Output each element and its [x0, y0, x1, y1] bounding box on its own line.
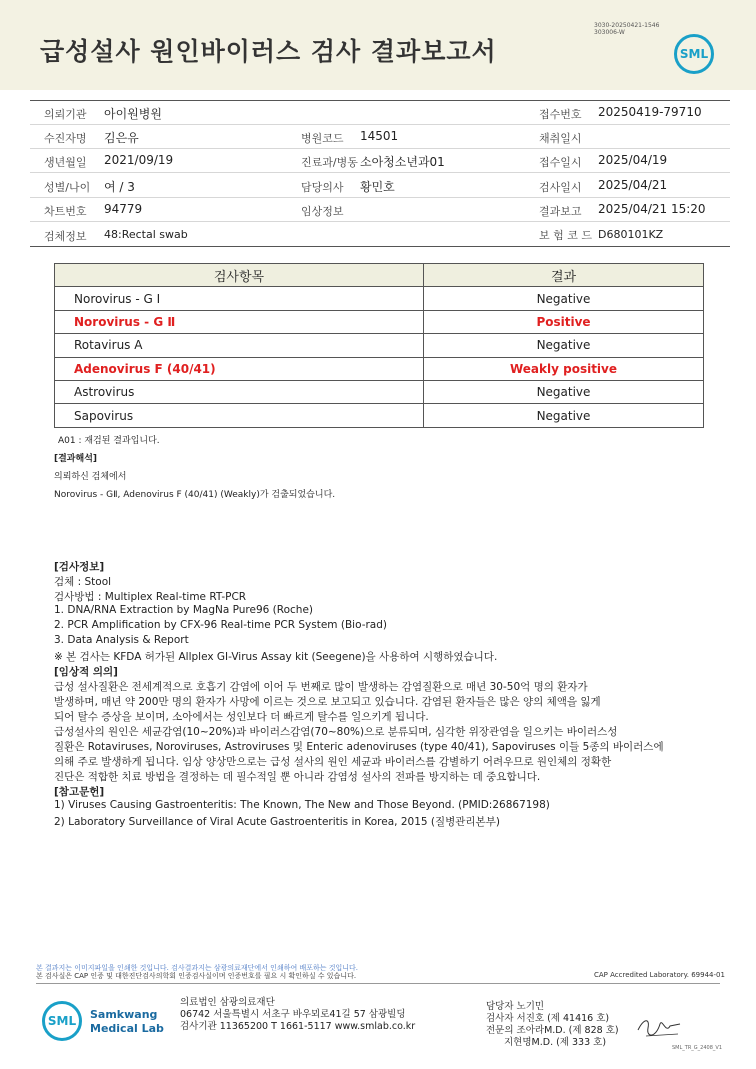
test-result: Negative: [424, 404, 704, 427]
divider: [30, 124, 730, 125]
chart-label: 차트번호: [44, 205, 87, 218]
method-line: 1. DNA/RNA Extraction by MagNa Pure96 (Roche): [54, 604, 314, 616]
lab-name: Samkwang: [90, 1008, 158, 1021]
test-result: Positive: [424, 310, 704, 333]
test-result: Negative: [424, 287, 704, 310]
reference-line: 1) Viruses Causing Gastroenteritis: The Known, The New and Those Beyond. (PMID:26867198): [54, 799, 550, 811]
footer-notice: 본 결과지는 이미지파일을 인쇄한 것입니다. 검사결과지는 삼광의료재단에서 인쇄하여 배포하는 것입니다.: [36, 964, 359, 972]
staff-line: 담당자 노기민: [486, 1001, 545, 1012]
test-item: Astrovirus: [55, 380, 424, 403]
requester-value: 아이원병원: [104, 107, 162, 121]
test-item: Norovirus - G Ⅱ: [55, 310, 424, 333]
insurance-value: D680101KZ: [598, 228, 664, 241]
test-item: Adenovirus F (40/41): [55, 357, 424, 380]
significance-line: 의해 주로 발생하게 됩니다. 임상 양상만으로는 급성 설사의 원인 세균과 바이러스를 감별하기 어려우므로 원인체의 정확한: [54, 756, 612, 768]
received-label: 접수일시: [539, 156, 582, 169]
test-result: Weakly positive: [424, 357, 704, 380]
table-row: [55, 404, 704, 427]
clinical-label: 임상정보: [301, 205, 344, 218]
patient-label: 수진자명: [44, 132, 87, 145]
staff-line: 지현명M.D. (제 333 호): [504, 1037, 607, 1048]
divider: [30, 148, 730, 149]
test-item: Sapovirus: [55, 404, 424, 427]
significance-line: 급성 설사질환은 전세계적으로 호흡기 감염에 이어 두 번째로 많이 발생하는 감염질환으로 매년 30-50억 명의 환자가: [54, 681, 588, 693]
significance-line: 되어 탈수 증상을 보이며, 소아에서는 성인보다 더 빠르게 탈수를 일으키게 됩니다.: [54, 711, 429, 723]
document-title: 급성설사 원인바이러스 검사 결과보고서: [40, 37, 497, 66]
version-code: SML_TR_G_2408_V1: [672, 1045, 723, 1051]
staff-line: 검사자 서진호 (제 41416 호): [486, 1013, 610, 1024]
patient-value: 김은유: [104, 131, 139, 145]
document-code-1: 3030-20250421-1546: [594, 22, 660, 29]
hospital-code-value: 14501: [360, 129, 399, 143]
document-code-2: 303006-W: [594, 29, 625, 36]
method-line: 3. Data Analysis & Report: [54, 634, 189, 646]
significance-line: 질환은 Rotaviruses, Noroviruses, Astroviruses 및 Enteric adenoviruses (type 40/41), Sapoviruses 이들 5종의 바이러스에: [54, 741, 664, 753]
divider: [30, 246, 730, 247]
tested-label: 검사일시: [539, 181, 582, 194]
cap-accreditation: CAP Accredited Laboratory. 69944-01: [594, 971, 725, 979]
test-item: Rotavirus A: [55, 334, 424, 357]
requester-label: 의뢰기관: [44, 108, 87, 121]
sml-logo: SML: [42, 1001, 82, 1041]
sex-age-value: 여 / 3: [104, 180, 135, 194]
column-header-result: 결과: [424, 264, 704, 287]
divider: [30, 197, 730, 198]
table-header-row: [55, 264, 704, 287]
table-row: [55, 310, 704, 333]
significance-line: 진단은 적합한 치료 방법을 결정하는 데 필수적일 뿐 아니라 감염성 설사의 전파를 방지하는 데 중요합니다.: [54, 771, 541, 783]
results-table: [54, 263, 704, 428]
received-value: 2025/04/19: [598, 153, 668, 167]
table-row: [55, 357, 704, 380]
signature-icon: [634, 1012, 684, 1042]
references-title: [참고문헌]: [54, 786, 105, 798]
staff-line: 전문의 조아라M.D. (제 828 호): [486, 1025, 619, 1036]
method-line: 검체 : Stool: [54, 576, 112, 588]
insurance-label: 보 험 코 드: [539, 229, 592, 242]
doctor-label: 담당의사: [301, 181, 344, 194]
significance-title: [임상적 의의]: [54, 666, 118, 678]
footer-divider: [36, 983, 720, 984]
test-result: Negative: [424, 380, 704, 403]
divider: [30, 221, 730, 222]
dob-label: 생년월일: [44, 156, 87, 169]
tested-value: 2025/04/21: [598, 178, 668, 192]
chart-value: 94779: [104, 202, 143, 216]
reference-line: 2) Laboratory Surveillance of Viral Acute Gastroenteritis in Korea, 2015 (질병관리본부): [54, 816, 500, 828]
method-line: ※ 본 검사는 KFDA 허가된 Allplex GI-Virus Assay kit (Seegene)을 사용하여 시행하였습니다.: [54, 651, 498, 663]
table-row: [55, 287, 704, 310]
organization: 의료법인 삼광의료재단: [180, 997, 275, 1008]
significance-line: 발생하며, 매년 약 200만 명의 환자가 사망에 이르는 것으로 보고되고 있습니다. 감염된 환자들은 많은 양의 체액을 잃게: [54, 696, 601, 708]
specimen-label: 검체정보: [44, 230, 87, 243]
reported-value: 2025/04/21 15:20: [598, 202, 706, 216]
sex-age-label: 성별/나이: [44, 181, 91, 194]
sml-logo: SML: [674, 34, 714, 74]
collect-label: 채취일시: [539, 132, 582, 145]
hospital-code-label: 병원코드: [301, 132, 344, 145]
method-title: [검사정보]: [54, 561, 105, 573]
doctor-value: 황민호: [360, 180, 395, 194]
divider: [30, 100, 730, 101]
footer-notice: 본 검사실은 CAP 인증 및 대한진단검사의학회 인증검사실이며 인증번호를 필요 시 확인하실 수 있습니다.: [36, 972, 357, 980]
dept-value: 소아청소년과01: [360, 155, 445, 169]
significance-line: 급성설사의 원인은 세균감염(10~20%)과 바이러스감염(70~80%)으로 분류되며, 심각한 위장관염을 일으키는 바이러스성: [54, 726, 618, 738]
test-result: Negative: [424, 334, 704, 357]
interpretation-line: 의뢰하신 검체에서: [54, 472, 127, 482]
contact: 검사기관 11365200 T 1661-5117 www.smlab.co.kr: [180, 1021, 416, 1032]
test-item: Norovirus - G Ⅰ: [55, 287, 424, 310]
method-line: 검사방법 : Multiplex Real-time RT-PCR: [54, 591, 247, 603]
divider: [30, 172, 730, 173]
reported-label: 결과보고: [539, 205, 582, 218]
receipt-no-value: 20250419-79710: [598, 105, 702, 119]
interpretation-result: Norovirus - GⅡ, Adenovirus F (40/41) (Weakly)가 검출되었습니다.: [54, 490, 336, 500]
method-line: 2. PCR Amplification by CFX-96 Real-time PCR System (Bio-rad): [54, 619, 387, 631]
specimen-value: 48:Rectal swab: [104, 228, 188, 241]
interpretation-title: [결과해석]: [54, 454, 98, 464]
receipt-no-label: 접수번호: [539, 108, 582, 121]
dob-value: 2021/09/19: [104, 153, 174, 167]
table-row: [55, 380, 704, 403]
lab-name: Medical Lab: [90, 1022, 164, 1035]
retest-note: A01 : 재검된 결과입니다.: [58, 436, 160, 446]
dept-label: 진료과/병동: [301, 156, 358, 169]
address: 06742 서울특별시 서초구 바우뫼로41길 57 삼광빌딩: [180, 1009, 406, 1020]
column-header-item: 검사항목: [55, 264, 424, 287]
table-row: [55, 334, 704, 357]
